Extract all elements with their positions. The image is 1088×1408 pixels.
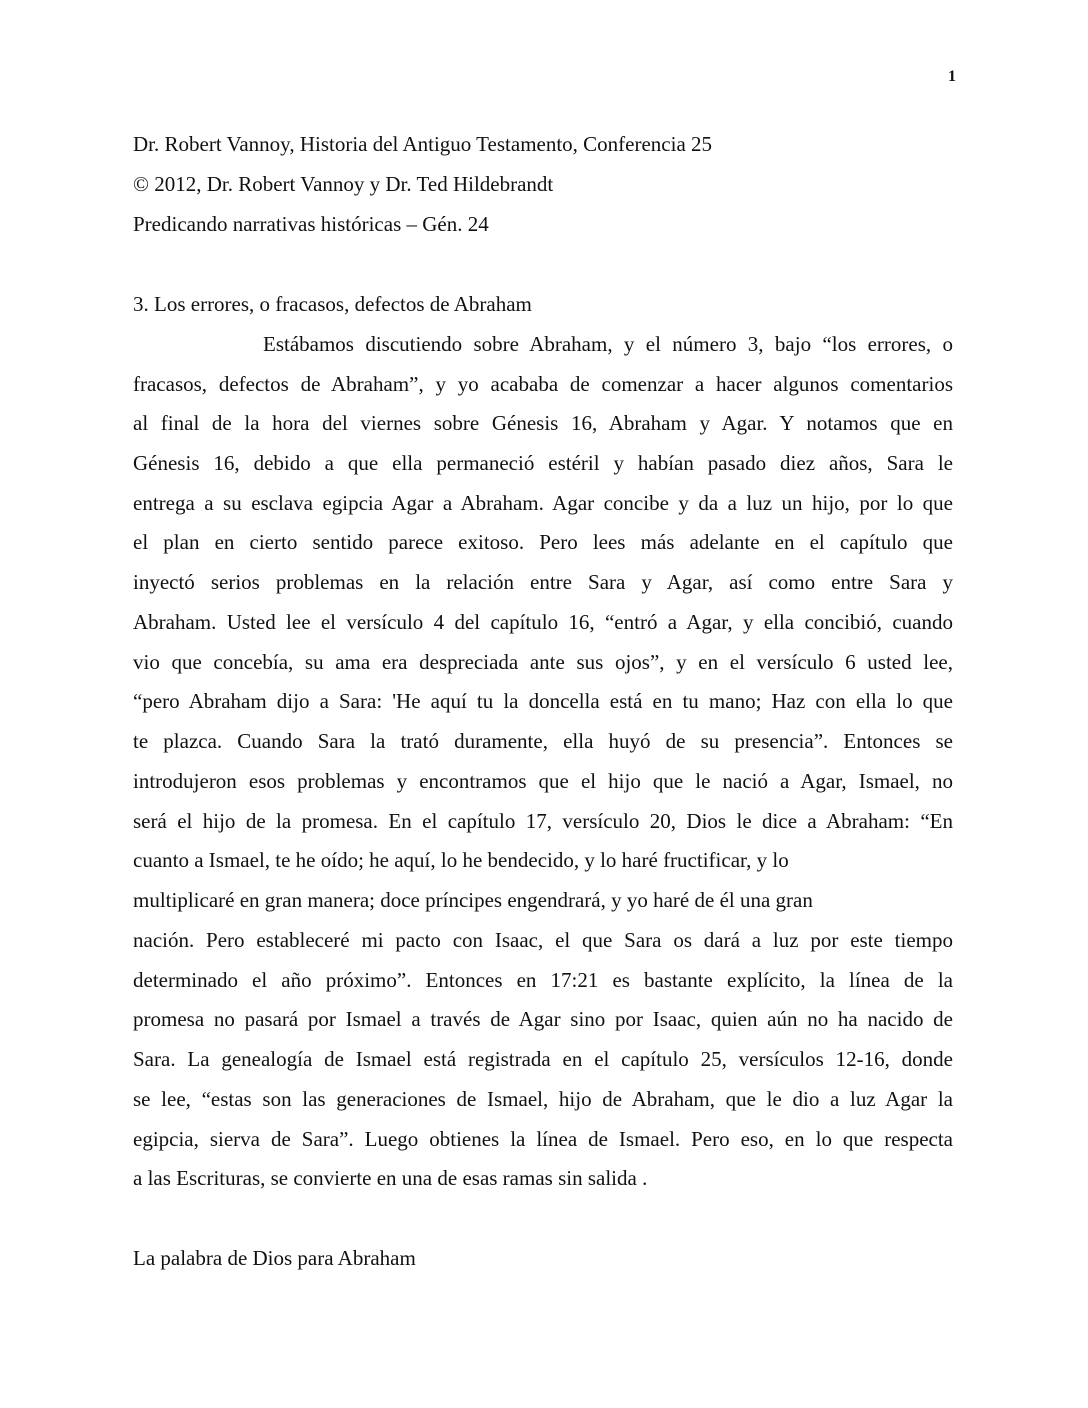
- paragraph-line: a las Escrituras, se convierte en una de esas ramas sin salida .: [133, 1166, 648, 1190]
- section-heading: La palabra de Dios para Abraham: [133, 1246, 416, 1270]
- page-number: 1: [948, 68, 956, 85]
- paragraph-line: el plan en cierto sentido parece exitoso. Pero lees más adelante en el capítulo que: [133, 530, 953, 554]
- paragraph-line: nación. Pero estableceré mi pacto con Isaac, el que Sara os dará a luz por este tiempo: [133, 928, 953, 952]
- paragraph-line: inyectó serios problemas en la relación entre Sara y Agar, así como entre Sara y: [133, 570, 953, 594]
- paragraph-line: Abraham. Usted lee el versículo 4 del capítulo 16, “entró a Agar, y ella concibió, cuando: [133, 610, 953, 634]
- paragraph-line: promesa no pasará por Ismael a través de Agar sino por Isaac, quien aún no ha nacido de: [133, 1007, 953, 1031]
- paragraph-line: egipcia, sierva de Sara”. Luego obtienes la línea de Ismael. Pero eso, en lo que respecta: [133, 1127, 953, 1151]
- paragraph-line: multiplicaré en gran manera; doce príncipes engendrará, y yo haré de él una gran: [133, 888, 813, 912]
- paragraph-line: Génesis 16, debido a que ella permaneció estéril y habían pasado diez años, Sara le: [133, 451, 953, 475]
- paragraph-line: entrega a su esclava egipcia Agar a Abraham. Agar concibe y da a luz un hijo, por lo que: [133, 491, 953, 515]
- paragraph-line: fracasos, defectos de Abraham”, y yo acababa de comenzar a hacer algunos comentarios: [133, 372, 953, 396]
- section-heading: 3. Los errores, o fracasos, defectos de Abraham: [133, 292, 532, 316]
- paragraph-line: Estábamos discutiendo sobre Abraham, y el número 3, bajo “los errores, o: [263, 332, 953, 356]
- paragraph-line: al final de la hora del viernes sobre Génesis 16, Abraham y Agar. Y notamos que en: [133, 411, 953, 435]
- paragraph-line: “pero Abraham dijo a Sara: 'He aquí tu la doncella está en tu mano; Haz con ella lo que: [133, 689, 953, 713]
- paragraph-line: vio que concebía, su ama era despreciada ante sus ojos”, y en el versículo 6 usted lee,: [133, 650, 953, 674]
- header-title-line: Dr. Robert Vannoy, Historia del Antiguo Testamento, Conferencia 25: [133, 132, 713, 156]
- paragraph-line: será el hijo de la promesa. En el capítulo 17, versículo 20, Dios le dice a Abraham: “En: [133, 809, 953, 833]
- paragraph-line: se lee, “estas son las generaciones de Ismael, hijo de Abraham, que le dio a luz Agar la: [133, 1087, 953, 1111]
- header-copyright-line: © 2012, Dr. Robert Vannoy y Dr. Ted Hildebrandt: [133, 172, 554, 196]
- paragraph-line: introdujeron esos problemas y encontramos que el hijo que le nació a Agar, Ismael, no: [133, 769, 953, 793]
- paragraph-line: cuanto a Ismael, te he oído; he aquí, lo he bendecido, y lo haré fructificar, y lo: [133, 848, 789, 872]
- paragraph-line: Sara. La genealogía de Ismael está registrada en el capítulo 25, versículos 12-16, donde: [133, 1047, 953, 1071]
- header-subtitle-line: Predicando narrativas históricas – Gén. 24: [133, 212, 489, 236]
- paragraph-line: determinado el año próximo”. Entonces en 17:21 es bastante explícito, la línea de la: [133, 968, 953, 992]
- paragraph-line: te plazca. Cuando Sara la trató duramente, ella huyó de su presencia”. Entonces se: [133, 729, 953, 753]
